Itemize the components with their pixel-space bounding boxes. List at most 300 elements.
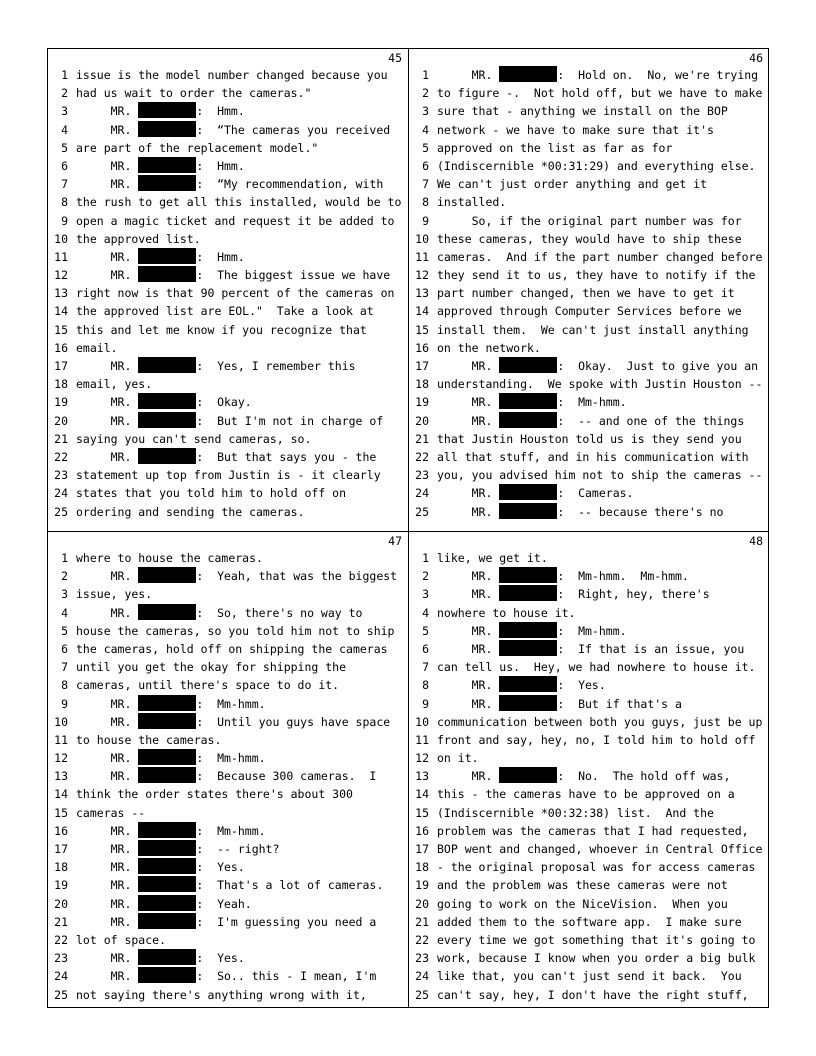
transcript-line (48, 713, 408, 731)
transcript-line (409, 139, 769, 157)
line-number: 6 (61, 158, 68, 173)
transcript-line (409, 84, 769, 102)
line-text (76, 967, 376, 985)
transcript-line (409, 967, 769, 985)
transcript-line (409, 804, 769, 822)
speech-text: : But that says you - the (196, 449, 377, 464)
line-number: 17 (54, 359, 68, 373)
speech-text: : Mm-hmm. (557, 395, 627, 410)
transcript-line (48, 585, 408, 603)
line-number: 10 (54, 714, 68, 729)
page-48-panel (409, 532, 769, 1012)
transcript-lines (409, 66, 769, 521)
line-number: 1 (422, 551, 429, 565)
redaction-box (499, 66, 557, 82)
speech-text: : Yes, I remember this (196, 359, 356, 373)
transcript-line (409, 430, 769, 448)
line-text (76, 357, 356, 375)
transcript-line (48, 339, 408, 357)
line-text: approved through Computer Services before we (437, 304, 742, 319)
speaker-prefix: MR. (76, 751, 139, 766)
transcript-line (48, 986, 408, 1004)
redaction-box (499, 503, 557, 519)
transcript-line (409, 248, 769, 266)
speech-text: : “My recommendation, with (196, 177, 384, 192)
redaction-box (138, 840, 196, 856)
speaker-prefix: MR. (76, 104, 139, 119)
line-text (76, 895, 252, 913)
line-text: So, if the original part number was for (437, 213, 742, 228)
line-text: like, we get it. (437, 551, 548, 565)
transcript-line (48, 375, 408, 393)
line-number: 12 (54, 268, 68, 283)
line-number: 16 (54, 823, 68, 838)
line-text (76, 567, 397, 585)
line-text (76, 876, 383, 894)
line-number: 14 (415, 787, 429, 802)
transcript-line (409, 858, 769, 876)
redaction-box (138, 175, 196, 191)
transcript-line (409, 393, 769, 411)
speaker-prefix: MR. (437, 678, 500, 693)
redaction-box (138, 604, 196, 620)
line-number: 12 (54, 751, 68, 766)
transcript-line (48, 321, 408, 339)
transcript-line (409, 676, 769, 694)
transcript-line (48, 102, 408, 120)
speech-text: : Hold on. No, we're trying (557, 68, 759, 82)
line-text (437, 66, 758, 84)
page-number: 45 (388, 51, 402, 65)
line-number: 4 (422, 605, 429, 620)
line-text: where to house the cameras. (76, 551, 263, 565)
line-number: 4 (61, 605, 68, 620)
transcript-line (409, 785, 769, 803)
speech-text: : Because 300 cameras. I (196, 769, 377, 784)
transcript-line (409, 102, 769, 120)
page-46-panel (409, 49, 769, 529)
line-number: 21 (415, 914, 429, 929)
transcript-line (48, 212, 408, 230)
speaker-prefix: MR. (76, 569, 139, 584)
line-number: 8 (61, 678, 68, 693)
line-number: 25 (415, 504, 429, 519)
transcript-line (409, 266, 769, 284)
redaction-box (499, 567, 557, 583)
line-number: 23 (54, 951, 68, 966)
line-text: communication between both you guys, just be up (437, 714, 763, 729)
redaction-box (499, 640, 557, 656)
speaker-prefix: MR. (76, 359, 139, 373)
line-number: 10 (54, 231, 68, 246)
transcript-line (409, 658, 769, 676)
line-number: 14 (415, 304, 429, 319)
speaker-prefix: MR. (76, 413, 139, 428)
speaker-prefix: MR. (437, 413, 500, 428)
transcript-line (48, 549, 408, 567)
redaction-box (138, 448, 196, 464)
speech-text: : -- and one of the things (557, 413, 745, 428)
redaction-box (138, 876, 196, 892)
line-number: 6 (422, 641, 429, 656)
transcript-line (409, 749, 769, 767)
line-text: lot of space. (76, 932, 167, 947)
transcript-line (409, 731, 769, 749)
transcript-line (48, 393, 408, 411)
redaction-box (499, 695, 557, 711)
line-number: 22 (54, 449, 68, 464)
speaker-prefix: MR. (437, 504, 500, 519)
line-text: to figure -. Not hold off, but we have to make (437, 86, 763, 101)
speaker-prefix: MR. (437, 359, 500, 373)
transcript-line (48, 175, 408, 193)
line-number: 17 (415, 359, 429, 373)
transcript-line (48, 949, 408, 967)
speech-text: : Yes. (196, 860, 245, 875)
line-text: going to work on the NiceVision. When you (437, 896, 728, 911)
line-number: 10 (415, 714, 429, 729)
line-number: 1 (61, 551, 68, 565)
speaker-prefix: MR. (76, 842, 139, 856)
line-text: like that, you can't just send it back. You (437, 969, 742, 984)
line-text: approved on the list as far as for (437, 140, 673, 155)
redaction-box (138, 949, 196, 965)
speaker-prefix: MR. (437, 641, 500, 656)
transcript-line (48, 804, 408, 822)
line-number: 14 (54, 787, 68, 802)
speech-text: : Mm-hmm. (196, 696, 266, 711)
line-number: 22 (415, 932, 429, 947)
line-text (437, 357, 758, 375)
transcript-line (409, 193, 769, 211)
speech-text: : So.. this - I mean, I'm (196, 969, 377, 984)
line-text (76, 604, 362, 622)
line-text: states that you told him to hold off on (76, 486, 347, 501)
line-text: nowhere to house it. (437, 605, 576, 620)
line-text (76, 713, 390, 731)
line-number: 14 (54, 304, 68, 319)
line-number: 5 (422, 140, 429, 155)
redaction-box (138, 121, 196, 137)
redaction-box (499, 484, 557, 500)
line-text (437, 412, 744, 430)
line-text (437, 695, 682, 713)
speech-text: : Mm-hmm. (557, 623, 627, 638)
transcript-line (409, 604, 769, 622)
transcript-line (409, 695, 769, 713)
transcript-line (48, 484, 408, 502)
line-text (76, 266, 390, 284)
line-text (76, 412, 383, 430)
speaker-prefix: MR. (76, 449, 139, 464)
speech-text: : Okay. (196, 395, 252, 410)
transcript-line (409, 448, 769, 466)
transcript-line (409, 640, 769, 658)
transcript-line (409, 840, 769, 858)
transcript-line (48, 695, 408, 713)
line-number: 17 (415, 842, 429, 856)
line-number: 8 (422, 678, 429, 693)
transcript-line (48, 622, 408, 640)
redaction-box (499, 767, 557, 783)
line-number: 5 (422, 623, 429, 638)
line-text: house the cameras, so you told him not to ship (76, 623, 395, 638)
line-text: the rush to get all this installed, would be to (76, 195, 402, 210)
line-number: 7 (422, 660, 429, 675)
line-text: not saying there's anything wrong with it, (76, 987, 367, 1002)
transcript-line (409, 230, 769, 248)
line-number: 25 (54, 504, 68, 519)
transcript-line (48, 466, 408, 484)
speaker-prefix: MR. (76, 860, 139, 875)
transcript-line (48, 658, 408, 676)
speaker-prefix: MR. (76, 823, 139, 838)
line-text (76, 822, 266, 840)
line-number: 18 (54, 860, 68, 875)
line-number: 12 (415, 751, 429, 766)
line-text: We can't just order anything and get it (437, 177, 708, 192)
line-number: 21 (54, 914, 68, 929)
line-text (76, 393, 252, 411)
line-text: (Indiscernible *00:31:29) and everything else. (437, 158, 756, 173)
transcript-line (48, 640, 408, 658)
line-text: think the order states there's about 300 (76, 787, 353, 802)
speaker-prefix: MR. (76, 122, 139, 137)
line-text: issue, yes. (76, 587, 153, 602)
line-number: 20 (54, 413, 68, 428)
transcript-line (409, 321, 769, 339)
transcript-line (48, 121, 408, 139)
redaction-box (499, 676, 557, 692)
transcript-line (48, 66, 408, 84)
line-text: and the problem was these cameras were not (437, 878, 728, 893)
redaction-box (138, 767, 196, 783)
speech-text: : Yes. (557, 678, 606, 693)
speaker-prefix: MR. (76, 249, 139, 264)
line-text: this and let me know if you recognize that (76, 322, 367, 337)
transcript-line (409, 503, 769, 521)
transcript-line (409, 767, 769, 785)
line-number: 13 (54, 769, 68, 784)
speaker-prefix: MR. (76, 395, 139, 410)
transcript-line (48, 503, 408, 521)
redaction-box (138, 412, 196, 428)
line-number: 13 (415, 286, 429, 301)
transcript-line (409, 949, 769, 967)
speech-text: : Mm-hmm. (196, 823, 266, 838)
speaker-prefix: MR. (76, 896, 139, 911)
line-number: 3 (61, 587, 68, 602)
redaction-box (138, 248, 196, 264)
transcript-sheet (47, 48, 769, 1008)
redaction-box (138, 822, 196, 838)
line-number: 20 (415, 896, 429, 911)
line-text: part number changed, then we have to get it (437, 286, 735, 301)
redaction-box (138, 858, 196, 874)
speaker-prefix: MR. (76, 769, 139, 784)
speech-text: : Mm-hmm. Mm-hmm. (557, 569, 689, 584)
page-number: 48 (749, 534, 763, 548)
speech-text: : But I'm not in charge of (196, 413, 384, 428)
line-number: 23 (415, 468, 429, 483)
line-number: 19 (415, 878, 429, 893)
transcript-line (409, 66, 769, 84)
line-number: 24 (54, 969, 68, 984)
speech-text: : But if that's a (557, 696, 682, 711)
transcript-line (409, 339, 769, 357)
transcript-lines (48, 66, 408, 521)
speech-text: : Mm-hmm. (196, 751, 266, 766)
transcript-line (409, 549, 769, 567)
line-number: 9 (61, 213, 68, 228)
transcript-line (48, 567, 408, 585)
line-number: 1 (422, 68, 429, 82)
transcript-line (48, 913, 408, 931)
transcript-line (409, 412, 769, 430)
line-number: 11 (415, 732, 429, 747)
line-text: cameras -- (76, 805, 146, 820)
redaction-box (138, 967, 196, 983)
line-text: the cameras, hold off on shipping the cameras (76, 641, 388, 656)
line-number: 16 (415, 823, 429, 838)
line-number: 5 (61, 623, 68, 638)
transcript-line (48, 157, 408, 175)
line-text (76, 913, 376, 931)
line-text: can tell us. Hey, we had nowhere to house it. (437, 660, 756, 675)
transcript-line (48, 284, 408, 302)
line-text: the approved list. (76, 231, 201, 246)
line-text (437, 640, 744, 658)
speech-text: : Yeah, that was the biggest (196, 569, 398, 584)
line-number: 7 (61, 177, 68, 192)
transcript-line (48, 266, 408, 284)
line-number: 12 (415, 268, 429, 283)
line-text: - the original proposal was for access cameras (437, 860, 756, 875)
transcript-line (409, 622, 769, 640)
line-number: 15 (54, 322, 68, 337)
page-45-panel (48, 49, 408, 529)
line-text (437, 393, 627, 411)
transcript-line (409, 212, 769, 230)
speech-text: : Cameras. (557, 486, 634, 501)
line-text (437, 585, 710, 603)
line-number: 11 (415, 249, 429, 264)
line-text: on it. (437, 751, 479, 766)
redaction-box (138, 567, 196, 583)
line-text: cameras, until there's space to do it. (76, 678, 340, 693)
line-text: issue is the model number changed because you (76, 68, 388, 82)
speaker-prefix: MR. (76, 158, 139, 173)
line-text (437, 676, 606, 694)
transcript-line (409, 822, 769, 840)
line-number: 23 (54, 468, 68, 483)
transcript-line (409, 175, 769, 193)
redaction-box (138, 695, 196, 711)
line-number: 21 (54, 431, 68, 446)
transcript-line (48, 731, 408, 749)
line-text: problem was the cameras that I had requested, (437, 823, 749, 838)
line-number: 7 (422, 177, 429, 192)
line-text: work, because I know when you order a big bulk (437, 951, 756, 966)
line-text: statement up top from Justin is - it clearly (76, 468, 381, 483)
line-number: 11 (54, 732, 68, 747)
line-text: (Indiscernible *00:32:38) list. And the (437, 805, 714, 820)
speaker-prefix: MR. (76, 177, 139, 192)
line-number: 8 (422, 195, 429, 210)
redaction-box (138, 266, 196, 282)
speech-text: : No. The hold off was, (557, 769, 731, 784)
transcript-lines (48, 549, 408, 1004)
transcript-line (48, 139, 408, 157)
transcript-line (48, 876, 408, 894)
transcript-line (409, 157, 769, 175)
speaker-prefix: MR. (437, 68, 500, 82)
transcript-line (48, 785, 408, 803)
transcript-line (48, 676, 408, 694)
speech-text: : Hmm. (196, 158, 245, 173)
redaction-box (138, 393, 196, 409)
speech-text: : Yes. (196, 951, 245, 966)
transcript-line (409, 567, 769, 585)
speech-text: : Hmm. (196, 104, 245, 119)
redaction-box (138, 749, 196, 765)
line-number: 19 (54, 395, 68, 410)
line-text: this - the cameras have to be approved on a (437, 787, 735, 802)
line-number: 2 (61, 86, 68, 101)
transcript-line (48, 357, 408, 375)
speech-text: : Right, hey, there's (557, 587, 710, 602)
line-number: 3 (422, 587, 429, 602)
line-number: 24 (415, 486, 429, 501)
speaker-prefix: MR. (76, 878, 139, 893)
speech-text: : Hmm. (196, 249, 245, 264)
speech-text: : -- because there's no (557, 504, 724, 519)
transcript-line (409, 357, 769, 375)
line-number: 6 (61, 641, 68, 656)
transcript-line (409, 585, 769, 603)
line-number: 9 (422, 696, 429, 711)
transcript-line (48, 248, 408, 266)
line-number: 18 (54, 377, 68, 392)
line-text (76, 749, 266, 767)
speech-text: : Okay. Just to give you an (557, 359, 759, 373)
line-text (76, 157, 245, 175)
page-number: 46 (749, 51, 763, 65)
line-text: these cameras, they would have to ship these (437, 231, 742, 246)
speaker-prefix: MR. (76, 714, 139, 729)
speech-text: : I'm guessing you need a (196, 914, 377, 929)
line-number: 2 (422, 86, 429, 101)
line-text: all that stuff, and in his communication with (437, 449, 749, 464)
line-number: 10 (415, 231, 429, 246)
speaker-prefix: MR. (437, 569, 500, 584)
line-number: 9 (61, 696, 68, 711)
transcript-line (48, 448, 408, 466)
line-text: every time we got something that it's going to (437, 932, 756, 947)
line-number: 22 (415, 449, 429, 464)
speech-text: : Until you guys have space (196, 714, 391, 729)
transcript-line (48, 840, 408, 858)
redaction-box (138, 357, 196, 373)
line-text (76, 840, 279, 858)
transcript-line (409, 931, 769, 949)
speech-text: : That's a lot of cameras. (196, 878, 384, 893)
transcript-line (409, 484, 769, 502)
line-text: had us wait to order the cameras." (76, 86, 312, 101)
speaker-prefix: MR. (437, 696, 500, 711)
line-text (437, 622, 627, 640)
line-number: 25 (54, 987, 68, 1002)
